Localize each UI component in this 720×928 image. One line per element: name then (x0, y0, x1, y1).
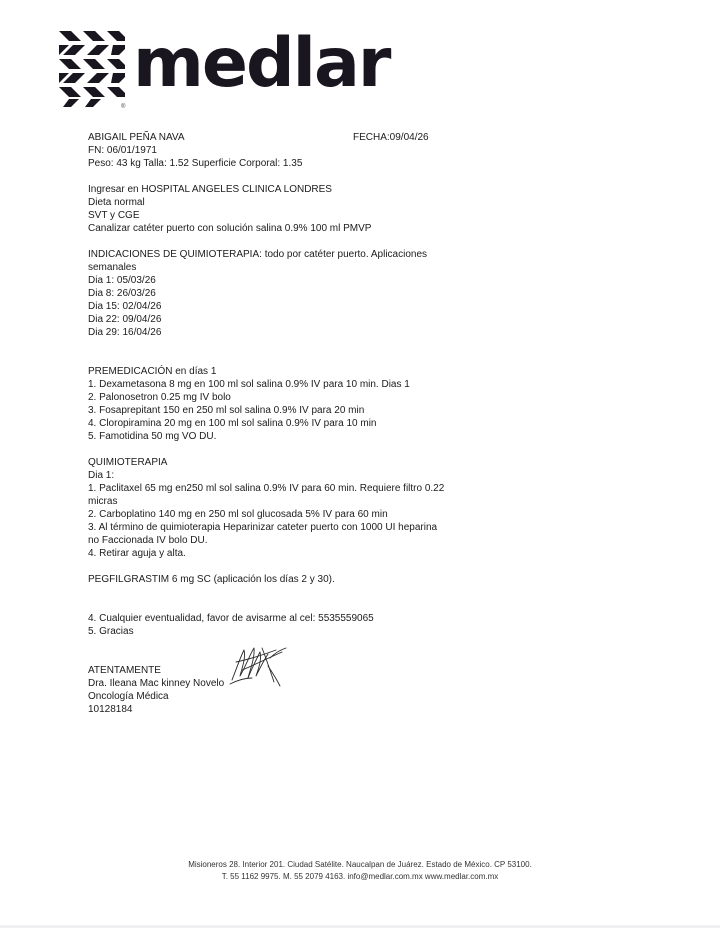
premedication-item: 4. Cloropiramina 20 mg en 100 ml sol salina 0.9% IV para 10 min (88, 418, 377, 429)
chemo-day: Dia 29: 16/04/26 (88, 327, 162, 338)
footer-address: Misioneros 28. Interior 201. Ciudad Satélite. Naucalpan de Juárez. Estado de México. CP 53100. (188, 860, 532, 869)
chemo-day: Dia 22: 09/04/26 (88, 314, 162, 325)
handwritten-signature (222, 640, 290, 692)
chemo-indications-title-cont: semanales (88, 262, 137, 273)
chemotherapy-item: 4. Retirar aguja y alta. (88, 548, 186, 559)
chemotherapy-item: 3. Al término de quimioterapia Heparinizar cateter puerto con 1000 UI heparina (88, 522, 438, 533)
letterhead-footer (0, 859, 720, 883)
patient-name: ABIGAIL PEÑA NAVA (88, 132, 185, 143)
medlar-logo-mark (57, 27, 127, 109)
doctor-name: Dra. Ileana Mac kinney Novelo (88, 678, 225, 689)
registered-mark: ® (121, 104, 126, 110)
chemotherapy-item-cont: no Faccionada IV bolo DU. (88, 535, 208, 546)
premedication-item: 5. Famotidina 50 mg VO DU. (88, 431, 217, 442)
prescription-body (88, 131, 488, 716)
patient-vitals: Peso: 43 kg Talla: 1.52 Superficie Corporal: 1.35 (88, 158, 303, 169)
chemotherapy-item: 2. Carboplatino 140 mg en 250 ml sol glucosada 5% IV para 60 min (88, 509, 388, 520)
chemo-indications-title: INDICACIONES DE QUIMIOTERAPIA: todo por catéter puerto. Aplicaciones (88, 249, 428, 260)
order-line: Dieta normal (88, 197, 145, 208)
chemo-day: Dia 15: 02/04/26 (88, 301, 162, 312)
doctor-license: 10128184 (88, 704, 133, 715)
order-line: Canalizar catéter puerto con solución salina 0.9% 100 ml PMVP (88, 223, 372, 234)
order-line: Ingresar en HOSPITAL ANGELES CLINICA LONDRES (88, 184, 332, 195)
patient-birthdate: FN: 06/01/1971 (88, 145, 157, 156)
document-date: FECHA:09/04/26 (353, 132, 429, 143)
chemo-day: Dia 8: 26/03/26 (88, 288, 156, 299)
footer-contact: T. 55 1162 9975. M. 55 2079 4163. info@medlar.com.mx www.medlar.com.mx (221, 872, 499, 881)
premedication-item: 3. Fosaprepitant 150 en 250 ml sol salina 0.9% IV para 20 min (88, 405, 365, 416)
premedication-item: 1. Dexametasona 8 mg en 100 ml sol salina 0.9% IV para 10 min. Dias 1 (88, 379, 410, 390)
order-line: SVT y CGE (88, 210, 140, 221)
doctor-specialty: Oncología Médica (88, 691, 169, 702)
closing-item: 4. Cualquier eventualidad, favor de avisarme al cel: 5535559065 (88, 613, 374, 624)
closing-item: 5. Gracias (88, 626, 134, 637)
premedication-title: PREMEDICACIÓN en días 1 (88, 366, 217, 377)
chemotherapy-item-cont: micras (88, 496, 118, 507)
chemotherapy-title: QUIMIOTERAPIA (88, 457, 168, 468)
chemotherapy-item: 1. Paclitaxel 65 mg en250 ml sol salina 0.9% IV para 60 min. Requiere filtro 0.22 (88, 483, 445, 494)
chemotherapy-day: Dia 1: (88, 470, 115, 481)
pegfilgrastim-line: PEGFILGRASTIM 6 mg SC (aplicación los días 2 y 30). (88, 574, 335, 585)
medlar-logo-wordmark: medlar (133, 24, 390, 103)
chemo-day: Dia 1: 05/03/26 (88, 275, 156, 286)
premedication-item: 2. Palonosetron 0.25 mg IV bolo (88, 392, 231, 403)
salutation: ATENTAMENTE (88, 665, 161, 676)
